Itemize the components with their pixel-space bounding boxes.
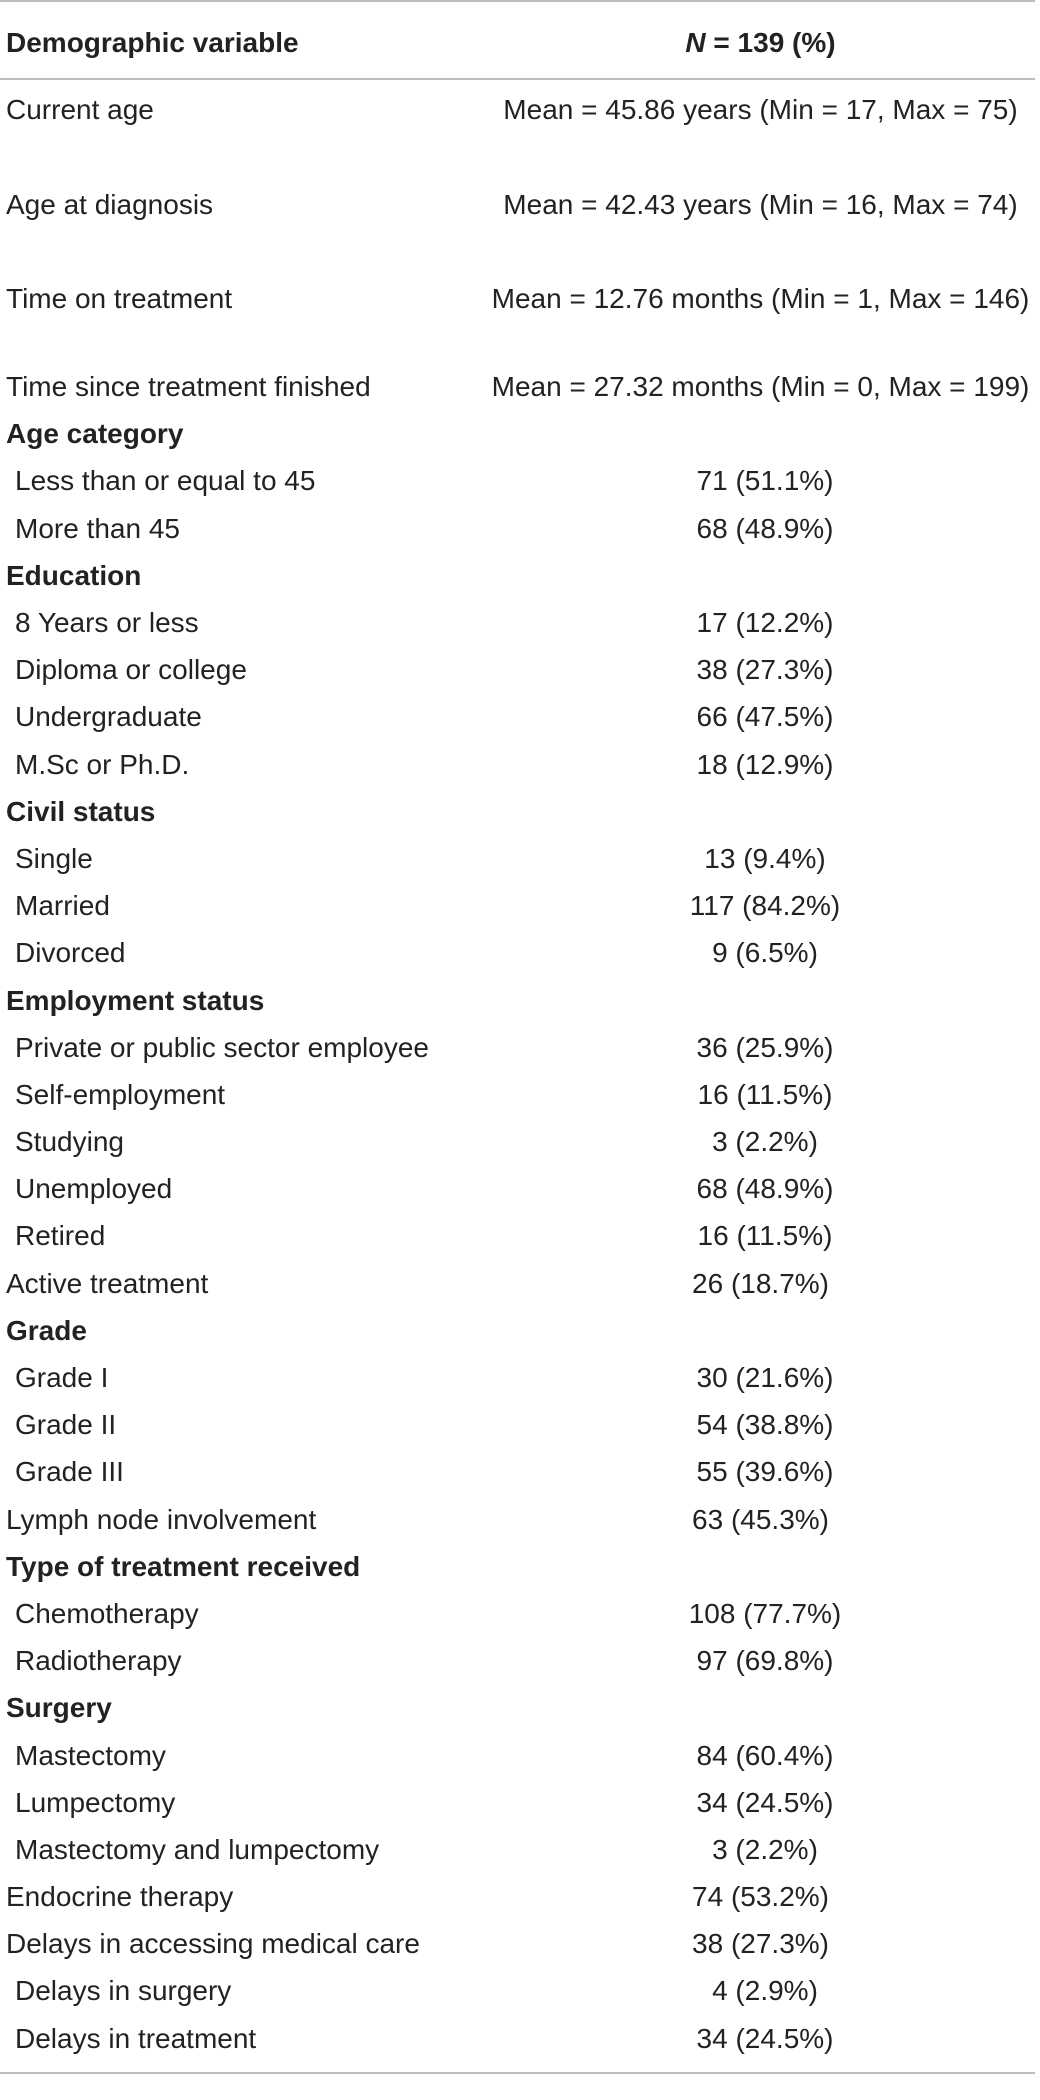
variable-value: Mean = 27.32 months (Min = 0, Max = 199) — [491, 371, 1030, 403]
table-row — [0, 269, 1035, 364]
variable-label: Mastectomy — [15, 1739, 166, 1771]
variable-value: 38 (27.3%) — [692, 1928, 829, 1960]
category-label: Grade — [6, 1314, 87, 1346]
table-row — [0, 505, 1035, 552]
variable-value: 30 (21.6%) — [696, 1362, 834, 1394]
variable-label: Self-employment — [15, 1078, 226, 1110]
table-row — [0, 883, 1035, 930]
variable-value: 3 (2.2%) — [712, 1833, 818, 1865]
variable-label: Diploma or college — [15, 654, 247, 686]
table-row — [0, 1874, 1035, 1921]
variable-value: 17 (12.2%) — [696, 607, 834, 639]
variable-label: Delays in accessing medical care — [6, 1928, 420, 1960]
variable-label: M.Sc or Ph.D. — [15, 748, 190, 780]
table-row — [0, 930, 1035, 977]
variable-label: Delays in surgery — [15, 1975, 232, 2007]
table-body — [0, 80, 1035, 2062]
table-row — [0, 1024, 1035, 1071]
variable-value: 34 (24.5%) — [696, 1786, 834, 1818]
header-demographic-variable: Demographic variable — [6, 27, 299, 58]
variable-value: Mean = 45.86 years (Min = 17, Max = 75) — [503, 94, 1018, 125]
variable-value: 68 (48.9%) — [696, 1173, 834, 1205]
table-top-rule — [0, 0, 1035, 2]
table-row — [0, 835, 1035, 882]
table-row — [0, 1826, 1035, 1873]
table-row — [0, 1260, 1035, 1307]
variable-label: Time on treatment — [6, 283, 233, 314]
variable-value: 9 (6.5%) — [712, 937, 818, 969]
variable-value: Mean = 42.43 years (Min = 16, Max = 74) — [503, 188, 1018, 220]
variable-value: 26 (18.7%) — [692, 1267, 829, 1299]
variable-value: 108 (77.7%) — [688, 1597, 842, 1629]
demographics-table — [0, 8, 1035, 2074]
variable-value: 74 (53.2%) — [692, 1881, 829, 1913]
variable-label: Private or public sector employee — [15, 1031, 429, 1063]
table-row — [0, 80, 1035, 175]
category-row — [0, 1307, 1035, 1354]
variable-label: Lymph node involvement — [6, 1503, 317, 1535]
table-row — [0, 1449, 1035, 1496]
category-label: Age category — [6, 418, 184, 450]
table-bottom-rule — [0, 2072, 1035, 2074]
table-row — [0, 1402, 1035, 1449]
table-row — [0, 1921, 1035, 1968]
table-row — [0, 1071, 1035, 1118]
category-label: Type of treatment received — [6, 1550, 361, 1582]
variable-label: Single — [15, 842, 93, 874]
variable-label: Active treatment — [6, 1267, 209, 1299]
variable-label: Endocrine therapy — [6, 1881, 234, 1913]
variable-value: 54 (38.8%) — [696, 1409, 834, 1441]
table-row — [0, 1638, 1035, 1685]
table-row — [0, 364, 1035, 411]
category-row — [0, 977, 1035, 1024]
variable-label: Undergraduate — [15, 701, 202, 733]
table-row — [0, 1166, 1035, 1213]
category-label: Education — [6, 559, 142, 591]
table-row — [0, 2015, 1035, 2062]
table-row — [0, 1213, 1035, 1260]
variable-label: Grade II — [15, 1409, 117, 1441]
variable-label: Grade I — [15, 1362, 109, 1394]
variable-value: 16 (11.5%) — [697, 1220, 833, 1252]
table-row — [0, 599, 1035, 646]
variable-value: 38 (27.3%) — [696, 654, 834, 686]
table-row — [0, 1968, 1035, 2015]
variable-label: Mastectomy and lumpectomy — [15, 1833, 380, 1865]
table-row — [0, 647, 1035, 694]
table-row — [0, 1354, 1035, 1401]
category-row — [0, 1543, 1035, 1590]
table-row — [0, 1590, 1035, 1637]
variable-value: 36 (25.9%) — [696, 1031, 834, 1063]
category-row — [0, 788, 1035, 835]
variable-label: More than 45 — [15, 512, 180, 544]
variable-value: 4 (2.9%) — [712, 1975, 818, 2007]
variable-label: Chemotherapy — [15, 1597, 199, 1629]
variable-value: 13 (9.4%) — [704, 842, 826, 874]
variable-value: 63 (45.3%) — [692, 1503, 829, 1535]
table-row — [0, 458, 1035, 505]
variable-value: 68 (48.9%) — [696, 512, 834, 544]
variable-label: Grade III — [15, 1456, 124, 1488]
table-row — [0, 1779, 1035, 1826]
variable-label: Divorced — [15, 937, 126, 969]
variable-label: Delays in treatment — [15, 2022, 257, 2054]
variable-label: Retired — [15, 1220, 106, 1252]
category-row — [0, 552, 1035, 599]
category-label: Civil status — [6, 795, 156, 827]
variable-label: Time since treatment finished — [6, 371, 371, 403]
variable-label: Married — [15, 890, 110, 922]
variable-value: 71 (51.1%) — [696, 465, 834, 497]
category-row — [0, 1685, 1035, 1732]
variable-value: 117 (84.2%) — [689, 890, 841, 922]
variable-label: Age at diagnosis — [6, 188, 214, 220]
variable-label: Lumpectomy — [15, 1786, 176, 1818]
variable-value: 18 (12.9%) — [696, 748, 834, 780]
header-n-rest: = 139 (%) — [705, 27, 836, 58]
variable-label: Less than or equal to 45 — [15, 465, 316, 497]
variable-value: 84 (60.4%) — [696, 1739, 834, 1771]
variable-value: 16 (11.5%) — [697, 1078, 833, 1110]
table-row — [0, 1732, 1035, 1779]
variable-value: 3 (2.2%) — [712, 1126, 818, 1158]
variable-label: Unemployed — [15, 1173, 173, 1205]
table-row — [0, 1496, 1035, 1543]
header-n-count — [486, 27, 1035, 59]
category-label: Employment status — [6, 984, 265, 1016]
variable-label: 8 Years or less — [15, 607, 199, 639]
table-row — [0, 175, 1035, 270]
variable-value: Mean = 12.76 months (Min = 1, Max = 146) — [491, 283, 1030, 314]
header-n-italic: N — [685, 27, 706, 58]
variable-value: 55 (39.6%) — [696, 1456, 834, 1488]
category-label: Surgery — [6, 1692, 112, 1724]
table-header — [0, 8, 1035, 80]
variable-value: 97 (69.8%) — [696, 1645, 834, 1677]
table-row — [0, 694, 1035, 741]
table-row — [0, 1119, 1035, 1166]
variable-label: Studying — [15, 1126, 124, 1158]
variable-label: Radiotherapy — [15, 1645, 182, 1677]
variable-label: Current age — [6, 94, 154, 125]
table-row — [0, 741, 1035, 788]
variable-value: 66 (47.5%) — [696, 701, 834, 733]
category-row — [0, 411, 1035, 458]
variable-value: 34 (24.5%) — [696, 2022, 834, 2054]
